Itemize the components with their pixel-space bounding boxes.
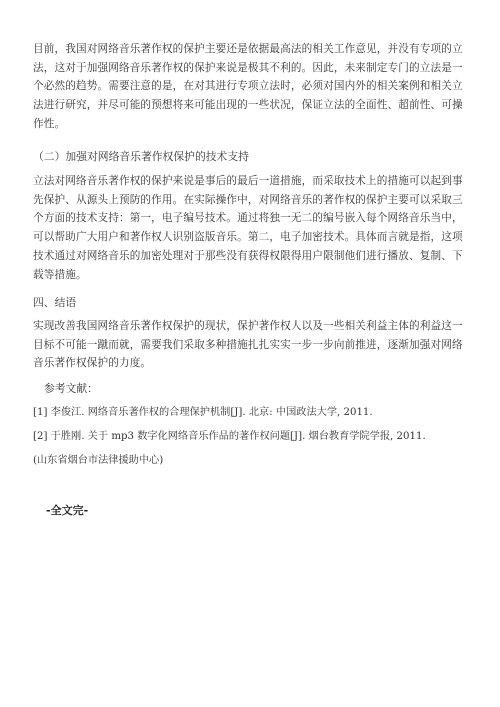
section-heading-technical-support: （二）加强对网络音乐著作权保护的技术支持 <box>33 150 249 163</box>
paragraph-line: 个方面的技术支持：第一，电子编号技术。通过将独一无二的编号嵌入每个网络音乐当中， <box>33 212 463 225</box>
paragraph-line: 目前，我国对网络音乐著作权的保护主要还是依据最高法的相关工作意见，并没有专项的立 <box>33 43 463 55</box>
paragraph-line: 法，这对于加强网络音乐著作权的保护来说是极其不利的。因此，未来制定专门的立法是一 <box>33 61 463 74</box>
paragraph-line: 立法对网络音乐著作权的保护来说是事后的最后一道措施，而采取技术上的措施可以起到事 <box>33 175 463 187</box>
body-paragraph-conclusion <box>33 317 473 373</box>
paragraph-line: 技术通过对网络音乐的加密处理对于那些没有获得权限得用户限制他们进行播放、复制、下 <box>33 249 463 262</box>
paragraph-line: 实现改善我国网络音乐著作权保护的现状，保护著作权人以及一些相关利益主体的利益这一 <box>33 320 463 332</box>
reference-item: [1] 李俊江. 网络音乐著作权的合理保护机制[J]. 北京: 中国政法大学, 2011. <box>33 407 373 418</box>
paragraph-line: 先保护、从源头上预防的作用。在实际操作中，对网络音乐的著作权的保护主要可以采取三 <box>33 193 463 206</box>
section-heading-conclusion: 四、结语 <box>33 296 77 309</box>
body-paragraph-technical-support <box>33 172 473 284</box>
paragraph-line: 作性。 <box>33 117 66 130</box>
paragraph-line: 个必然的趋势。需要注意的是，在对其进行专项立法时，必须对国内外的相关案例和相关立 <box>33 80 463 93</box>
paragraph-line: 目标不可能一蹴而就，需要我们采取多种措施扎扎实实一步一步向前推进，逐渐加强对网络 <box>33 338 463 351</box>
body-paragraph-legislation <box>33 40 473 134</box>
paragraph-line: 音乐著作权保护的力度。 <box>33 357 152 370</box>
author-affiliation: (山东省烟台市法律援助中心) <box>33 455 164 466</box>
paragraph-line: 载等措施。 <box>33 268 87 281</box>
end-of-text-mark: -全文完- <box>46 504 89 517</box>
reference-item: [2] 于胜刚. 关于 mp3 数字化网络音乐作品的著作权问题[J]. 烟台教育学院学报, 2011. <box>33 431 426 442</box>
paragraph-line: 可以帮助广大用户和著作权人识别盗版音乐。第二，电子加密技术。具体而言就是指，这项 <box>33 231 463 244</box>
paragraph-line: 法进行研究，并尽可能的预想将来可能出现的一些状况，保证立法的全面性、超前性、可操 <box>33 99 463 112</box>
references-heading: 参考文献： <box>44 382 98 395</box>
